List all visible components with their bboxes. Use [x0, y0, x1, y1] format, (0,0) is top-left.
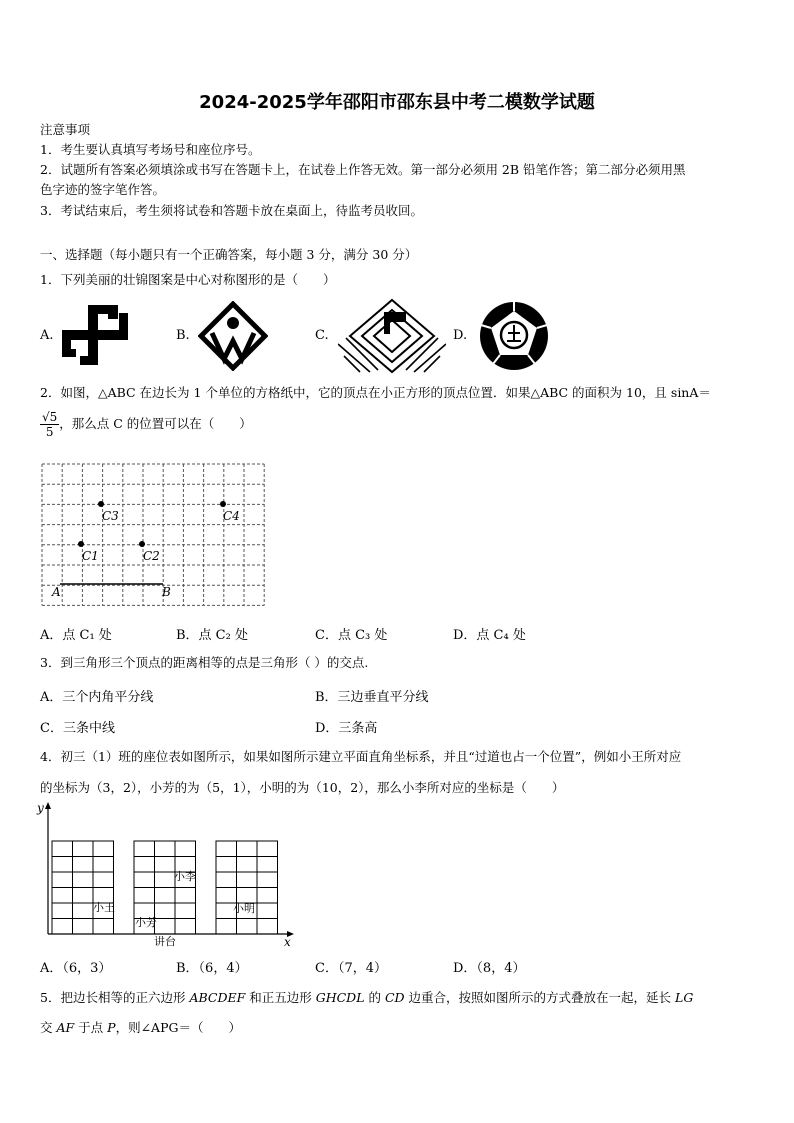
question-3-stem: 3．到三角形三个顶点的距离相等的点是三角形（ ）的交点.: [40, 655, 369, 670]
question-5-stem: 5．把边长相等的正六边形 ABCDEF 和正五边形 GHCDL 的 CD 边重合，按照如图所示的方式叠放在一起，延长 LG: [40, 990, 694, 1005]
seat-cell: [237, 857, 258, 873]
q2-option-d: D．点 C₄ 处: [453, 628, 526, 643]
seat-cell: [237, 888, 258, 904]
seat-cell: [73, 841, 94, 857]
seat-cell: [73, 857, 94, 873]
seat-cell: [93, 919, 114, 935]
seat-cell: [155, 841, 176, 857]
y-axis-label: y: [37, 801, 44, 815]
label-xiaoli: 小李: [174, 870, 196, 883]
question-4-stem-2: 的坐标为（3，2），小芳的为（5，1），小明的为（10，2），那么小李所对应的坐标是（ ）: [40, 780, 565, 795]
q4-seating-figure: [36, 800, 298, 948]
seat-cell: [175, 841, 196, 857]
seat-cell: [52, 903, 73, 919]
seat-cell: [216, 919, 237, 935]
seat-cell: [52, 888, 73, 904]
seat-cell: [155, 857, 176, 873]
section-heading: 一、选择题（每小题只有一个正确答案，每小题 3 分，满分 30 分）: [40, 247, 418, 262]
seat-cell: [134, 872, 155, 888]
question-2-stem-fraction: $\frac{√5}{5}$ ，那么点 C 的位置可以在（ ）: [42, 410, 252, 439]
seat-cell: [257, 903, 278, 919]
q2-option-a: A．点 C₁ 处: [40, 628, 112, 643]
seat-cell: [216, 888, 237, 904]
q1-option-c-label: C.: [315, 328, 329, 343]
seat-cell: [257, 872, 278, 888]
label-podium: 讲台: [154, 935, 176, 948]
label-a: A: [52, 585, 61, 599]
seat-cell: [73, 903, 94, 919]
point-c4: [220, 501, 226, 507]
seat-cell: [216, 872, 237, 888]
q4-option-c: C．（7，4）: [315, 961, 387, 976]
pattern-a-icon: [62, 305, 128, 365]
seat-cell: [155, 919, 176, 935]
seat-cell: [155, 872, 176, 888]
pattern-d-icon: [478, 301, 550, 371]
label-c2: C2: [143, 549, 160, 563]
q4-option-b: B．（6，4）: [176, 961, 248, 976]
seat-cell: [155, 888, 176, 904]
notice-item: 3．考试结束后，考生须将试卷和答题卡放在桌面上，待监考员收回。: [40, 203, 423, 218]
label-c4: C4: [223, 509, 240, 523]
seat-cell: [93, 872, 114, 888]
seat-cell: [73, 888, 94, 904]
notice-item: 色字迹的签字笔作答。: [40, 182, 166, 197]
q1-option-a-label: A.: [40, 328, 54, 343]
seat-cell: [237, 919, 258, 935]
seat-cell: [93, 841, 114, 857]
point-c2: [139, 541, 145, 547]
seat-cell: [52, 857, 73, 873]
seat-cell: [134, 857, 155, 873]
q3-option-b: B．三边垂直平分线: [315, 690, 429, 705]
seat-cell: [216, 857, 237, 873]
seat-cell: [73, 919, 94, 935]
question-4-stem: 4．初三（1）班的座位表如图所示，如果如图所示建立平面直角坐标系，并且“过道也占一个位置”，例如小王所对应: [40, 749, 682, 764]
seat-cell: [134, 841, 155, 857]
label-c3: C3: [102, 509, 119, 523]
notice-item: 2．试题所有答案必须填涂或书写在答题卡上，在试卷上作答无效。第一部分必须用 2B 铅笔作答；第二部分必须用黑: [40, 162, 686, 177]
page-title: 2024-2025学年邵阳市邵东县中考二模数学试题: [199, 92, 595, 113]
q1-option-b-label: B.: [176, 328, 190, 343]
q2-option-c: C．点 C₃ 处: [315, 628, 388, 643]
point-c1: [78, 541, 84, 547]
question-2-stem: 2．如图，△ABC 在边长为 1 个单位的方格纸中，它的顶点在小正方形的顶点位置．如果△ABC 的面积为 10，且 sinA＝: [40, 385, 711, 400]
seat-cell: [237, 872, 258, 888]
q2-option-b: B．点 C₂ 处: [176, 628, 248, 643]
seat-cell: [257, 841, 278, 857]
label-c1: C1: [82, 549, 99, 563]
seat-cell: [73, 872, 94, 888]
pattern-b-icon: [198, 301, 268, 371]
q3-option-d: D．三条高: [315, 721, 378, 736]
seat-cell: [216, 841, 237, 857]
x-axis-label: x: [284, 935, 291, 948]
sqrt5-over-5: $\frac{√5}{5}$: [42, 410, 58, 439]
seat-cell: [52, 919, 73, 935]
seat-cell: [175, 903, 196, 919]
q2-grid-figure: [40, 462, 266, 606]
label-xiaofang: 小芳: [135, 916, 157, 929]
seat-cell: [257, 857, 278, 873]
q3-option-a: A．三个内角平分线: [40, 690, 154, 705]
seat-cell: [52, 841, 73, 857]
seat-cell: [257, 919, 278, 935]
point-c3: [98, 501, 104, 507]
seat-cell: [175, 888, 196, 904]
notice-heading: 注意事项: [40, 122, 91, 137]
q4-option-d: D．（8，4）: [453, 961, 526, 976]
label-b: B: [162, 585, 171, 599]
question-5-stem-2: 交 AF 于点 P，则∠APG＝（ ）: [40, 1020, 241, 1035]
seat-cell: [52, 872, 73, 888]
seat-cell: [175, 919, 196, 935]
seat-cell: [237, 841, 258, 857]
q3-option-c: C．三条中线: [40, 721, 115, 736]
question-1-stem: 1．下列美丽的壮锦图案是中心对称图形的是（ ）: [40, 272, 336, 287]
notice-item: 1．考生要认真填写考场号和座位序号。: [40, 142, 261, 157]
seat-cell: [134, 888, 155, 904]
pattern-c-icon: [338, 298, 446, 374]
label-xiaoming: 小明: [233, 902, 255, 915]
label-xiaowang: 小王: [93, 901, 115, 914]
q4-option-a: A．（6，3）: [40, 961, 112, 976]
seat-cell: [155, 903, 176, 919]
seat-cell: [93, 857, 114, 873]
seat-cell: [257, 888, 278, 904]
q1-option-d-label: D.: [453, 328, 468, 343]
